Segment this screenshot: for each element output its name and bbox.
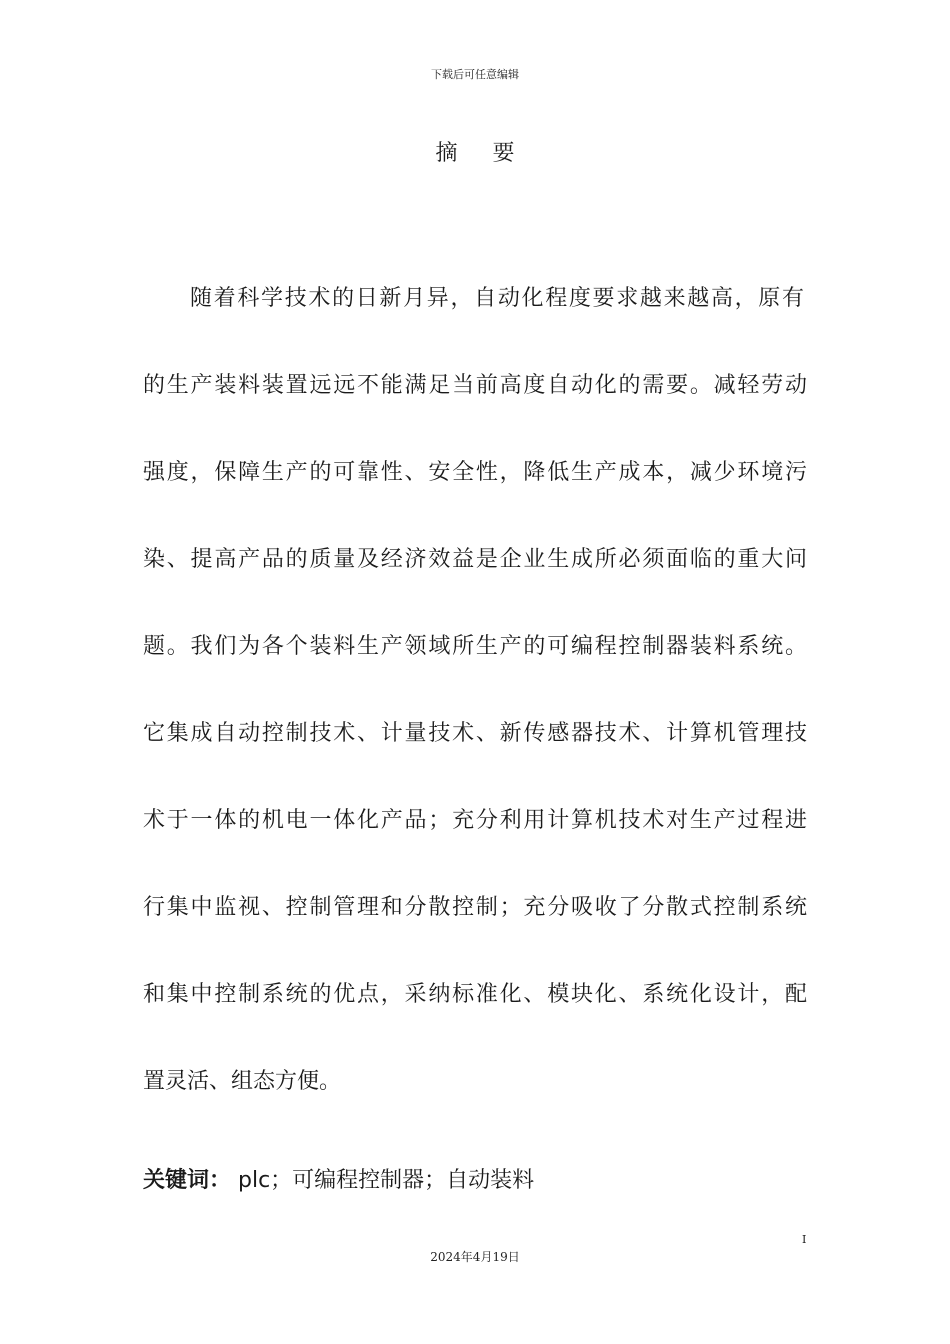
keywords <box>143 1166 534 1196</box>
abstract-line: 置灵活、组态方便。 <box>143 1069 342 1094</box>
footer-date: 2024年4月19日 <box>430 1250 520 1264</box>
keywords-value: plc；可编程控制器；自动装料 <box>231 1168 535 1193</box>
abstract-line: 的生产装料装置远远不能满足当前高度自动化的需要。减轻劳动 <box>143 373 807 398</box>
abstract-line: 行集中监视、控制管理和分散控制；充分吸收了分散式控制系统 <box>143 895 807 920</box>
abstract-line: 随着科学技术的日新月异，自动化程度要求越来越高，原有 <box>190 286 804 311</box>
page-title: 摘 要 <box>435 141 529 166</box>
page-header-note: 下载后可任意编辑 <box>431 68 519 81</box>
page-number: I <box>802 1233 807 1246</box>
abstract-line: 它集成自动控制技术、计量技术、新传感器技术、计算机管理技 <box>143 721 807 746</box>
abstract-line: 和集中控制系统的优点，采纳标准化、模块化、系统化设计，配 <box>143 982 807 1007</box>
abstract-line: 强度，保障生产的可靠性、安全性，降低生产成本，减少环境污 <box>143 460 807 485</box>
abstract-line: 染、提高产品的质量及经济效益是企业生成所必须面临的重大问 <box>143 547 807 572</box>
abstract-line: 题。我们为各个装料生产领域所生产的可编程控制器装料系统。 <box>143 634 807 659</box>
keywords-label: 关键词： <box>143 1168 232 1193</box>
abstract-line: 术于一体的机电一体化产品；充分利用计算机技术对生产过程进 <box>143 808 807 833</box>
